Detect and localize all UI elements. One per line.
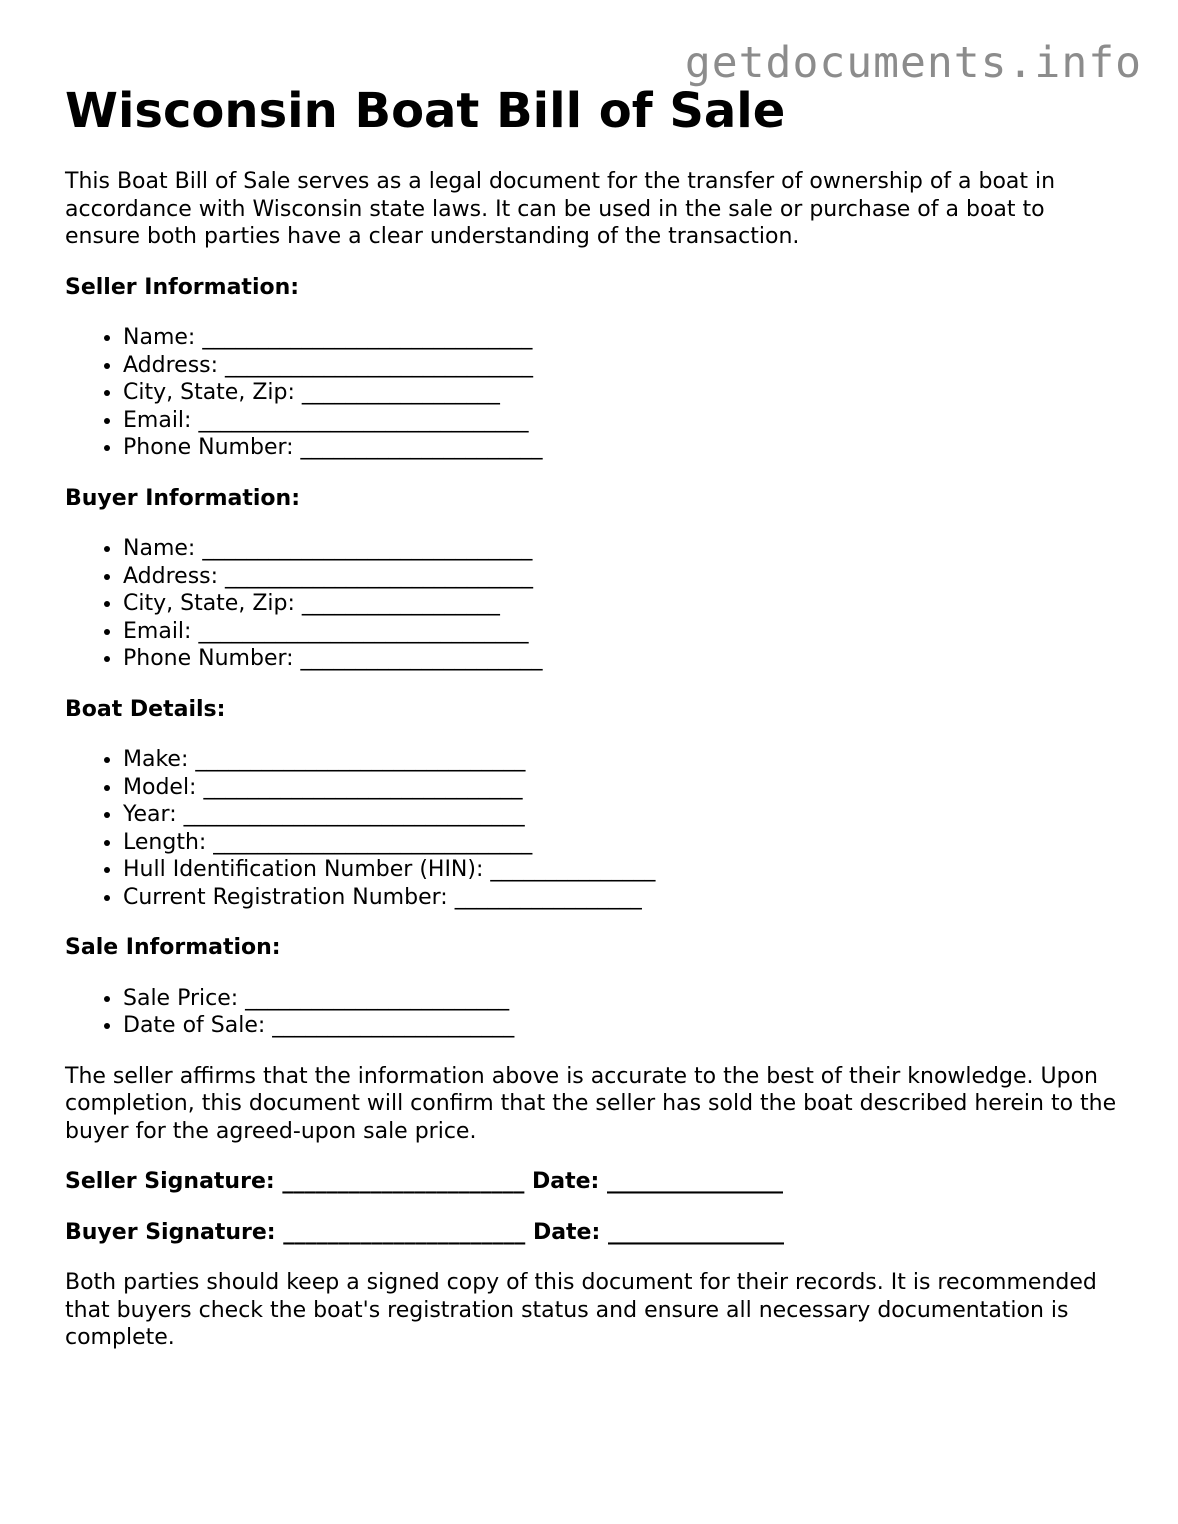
field-blank[interactable]: __________________	[301, 380, 500, 405]
boat-registration-field[interactable]	[123, 884, 1125, 912]
seller-signature-line[interactable]	[65, 1168, 1125, 1196]
field-label: Email:	[123, 407, 192, 433]
boat-year-field[interactable]	[123, 801, 1125, 829]
field-blank[interactable]: ______________________	[300, 435, 543, 460]
field-label: Name:	[123, 325, 196, 350]
seller-date-blank[interactable]: ________________	[607, 1169, 784, 1194]
seller-signature-label: Seller Signature:	[65, 1169, 275, 1194]
affirmation-paragraph: The seller affirms that the information above is accurate to the best of their knowledge. Upon completion, this document will confirm that the seller has sold the boat described herein to the buyer for the agreed-upon sale price.	[65, 1063, 1117, 1144]
boat-make-field[interactable]	[123, 746, 1125, 774]
buyer-phone-field[interactable]	[123, 645, 1125, 673]
field-label: Make:	[123, 747, 189, 772]
field-label: Phone Number:	[123, 435, 294, 460]
field-blank[interactable]: ____________________________	[225, 352, 534, 378]
field-blank[interactable]: ______________________	[300, 646, 543, 671]
watermark: getdocuments.info	[684, 38, 1142, 88]
buyer-city-state-zip-field[interactable]	[123, 590, 1125, 618]
field-label: Address:	[123, 563, 219, 589]
seller-email-field[interactable]	[123, 407, 1125, 435]
field-blank[interactable]: ____________________________	[225, 563, 534, 589]
seller-phone-field[interactable]	[123, 434, 1125, 462]
field-label: Hull Identification Number (HIN):	[123, 857, 484, 882]
boat-model-field[interactable]	[123, 774, 1125, 802]
field-blank[interactable]: ________________________	[245, 985, 510, 1011]
page-title: Wisconsin Boat Bill of Sale	[65, 83, 786, 139]
buyer-fields-list	[65, 535, 1125, 673]
sale-price-field[interactable]	[123, 985, 1125, 1013]
buyer-signature-blank[interactable]: ______________________	[283, 1219, 526, 1245]
boat-fields-list	[65, 746, 1125, 911]
buyer-address-field[interactable]	[123, 563, 1125, 591]
document	[65, 80, 1125, 1352]
field-blank[interactable]: ______________________________	[198, 407, 529, 433]
buyer-heading: Buyer Information:	[65, 485, 300, 511]
seller-heading: Seller Information:	[65, 274, 300, 300]
field-blank[interactable]: ______________________________	[202, 536, 533, 561]
field-label: Year:	[123, 802, 177, 827]
field-blank[interactable]: _____________________________	[203, 774, 523, 800]
sale-information-heading: Sale Information:	[65, 935, 281, 960]
boat-length-field[interactable]	[123, 829, 1125, 857]
field-label: Model:	[123, 774, 197, 800]
field-label: Name:	[123, 536, 196, 561]
buyer-date-label: Date:	[532, 1219, 601, 1245]
field-blank[interactable]: __________________	[301, 591, 500, 616]
seller-name-field[interactable]	[123, 324, 1125, 352]
boat-hin-field[interactable]	[123, 856, 1125, 884]
sale-date-field[interactable]	[123, 1012, 1125, 1040]
field-label: Sale Price:	[123, 985, 239, 1011]
seller-date-label: Date:	[532, 1169, 600, 1194]
field-label: Address:	[123, 352, 219, 378]
boat-details-heading: Boat Details:	[65, 696, 226, 722]
field-blank[interactable]: ______________________________	[198, 618, 529, 644]
seller-fields-list	[65, 324, 1125, 462]
field-label: City, State, Zip:	[123, 591, 295, 616]
seller-signature-blank[interactable]: ______________________	[282, 1169, 525, 1194]
buyer-date-blank[interactable]: ________________	[607, 1219, 784, 1245]
intro-paragraph: This Boat Bill of Sale serves as a legal document for the transfer of ownership of a boat in accordance with Wisconsin state laws. It can be used in the sale or purchase of a boat to ensure both parties have a clear understanding of the transaction.	[65, 169, 1056, 249]
field-blank[interactable]: ______________________	[272, 1013, 515, 1038]
buyer-signature-line[interactable]	[65, 1219, 1125, 1247]
field-label: Email:	[123, 618, 192, 644]
seller-city-state-zip-field[interactable]	[123, 379, 1125, 407]
field-blank[interactable]: _______________	[490, 857, 656, 882]
buyer-signature-label: Buyer Signature:	[65, 1219, 276, 1245]
seller-address-field[interactable]	[123, 352, 1125, 380]
field-blank[interactable]: ______________________________	[195, 747, 526, 772]
field-label: Length:	[123, 829, 207, 855]
field-blank[interactable]: _____________________________	[213, 829, 533, 855]
field-blank[interactable]: ______________________________	[202, 325, 533, 350]
buyer-name-field[interactable]	[123, 535, 1125, 563]
field-label: Date of Sale:	[123, 1013, 266, 1038]
closing-paragraph: Both parties should keep a signed copy of this document for their records. It is recommended that buyers check the boat's registration status and ensure all necessary documentation is complete.	[65, 1270, 1097, 1350]
field-blank[interactable]: _________________	[454, 884, 642, 910]
field-label: Current Registration Number:	[123, 884, 448, 910]
field-blank[interactable]: _______________________________	[183, 802, 525, 827]
sale-fields-list	[65, 985, 1125, 1040]
field-label: Phone Number:	[123, 646, 294, 671]
buyer-email-field[interactable]	[123, 618, 1125, 646]
field-label: City, State, Zip:	[123, 380, 295, 405]
